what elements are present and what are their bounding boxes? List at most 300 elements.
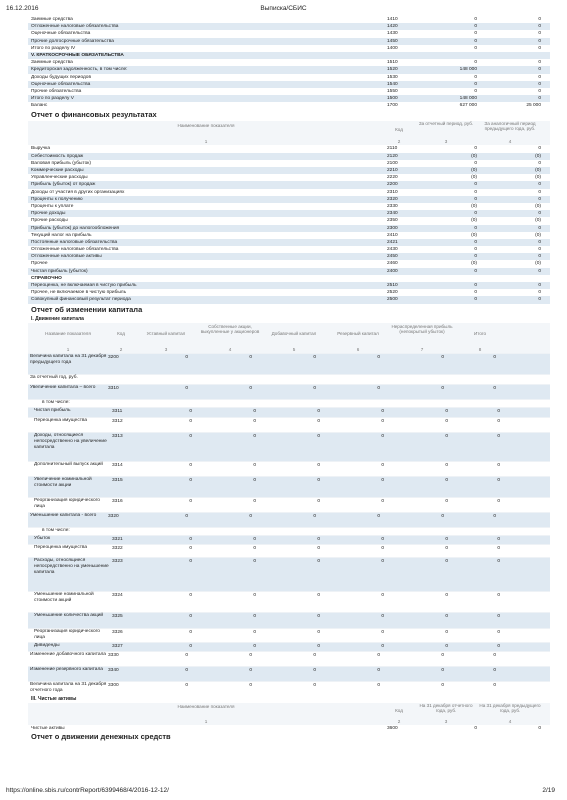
row-value: 0 — [445, 462, 448, 468]
row-value-previous: 0 — [538, 290, 541, 296]
capital-col-header: Название показателя — [45, 330, 91, 336]
row-label: Проценты к получению — [31, 196, 83, 202]
row-code: 3327 — [112, 643, 123, 649]
row-value: 0 — [189, 592, 192, 598]
col-name-header: Наименование показателя — [177, 703, 235, 709]
row-value: 0 — [317, 536, 320, 542]
row-code: 3320 — [108, 513, 119, 519]
row-value: 0 — [249, 667, 252, 673]
row-value-current: (0) — [471, 168, 477, 173]
row-value-current: 0 — [474, 254, 477, 260]
col-code-header: Код — [395, 127, 403, 133]
row-value-previous: 0 — [538, 225, 541, 231]
row-code: 2400 — [387, 268, 398, 274]
row-code: 3326 — [112, 629, 123, 635]
row-value-current: 0 — [474, 24, 477, 30]
col-num: 6 — [356, 346, 360, 352]
row-label: Прочие расходы — [31, 218, 68, 224]
row-value: 0 — [317, 408, 320, 414]
row-value: 0 — [493, 652, 496, 658]
row-label: Прочие обязательства — [31, 88, 82, 94]
row-value: 0 — [445, 498, 448, 504]
row-value: 0 — [253, 643, 256, 649]
row-label: Изменение добавочного капитала — [30, 651, 106, 657]
row-value — [390, 375, 454, 384]
row-code: 2310 — [387, 189, 398, 195]
row-label: Изменение резервного капитала — [30, 666, 103, 672]
table-row — [28, 160, 550, 167]
row-label: Проценты к уплате — [31, 203, 74, 209]
row-label: Прибыль (убыток) от продаж — [31, 182, 96, 188]
row-code: 2300 — [387, 225, 398, 231]
row-value-current: 0 — [474, 45, 477, 51]
row-code: 3324 — [112, 592, 123, 598]
row-code: 2520 — [387, 290, 398, 296]
capital-col-header: Резервный капитал — [337, 330, 379, 336]
row-value-previous: 0 — [538, 96, 541, 102]
row-value: 0 — [253, 558, 256, 564]
row-code: 3330 — [108, 652, 119, 658]
row-value-current: 0 — [474, 225, 477, 231]
row-value-previous: 0 — [538, 725, 541, 731]
row-code: 1550 — [387, 88, 398, 94]
row-code: 1520 — [387, 67, 398, 73]
row-code: 2460 — [387, 261, 398, 267]
row-value: 0 — [445, 613, 448, 619]
col-num: 4 — [508, 139, 512, 145]
row-code: 1430 — [387, 31, 398, 37]
col-num: 3 — [444, 718, 448, 724]
report-content — [28, 16, 550, 742]
row-value — [262, 375, 326, 384]
row-value: 0 — [441, 652, 444, 658]
row-code: 3600 — [387, 725, 398, 731]
row-value: 0 — [381, 536, 384, 542]
net-assets-subtitle: III. Чистые активы — [31, 695, 77, 702]
row-value: 0 — [189, 418, 192, 424]
row-code: 3316 — [112, 498, 123, 504]
row-value-previous: 0 — [538, 239, 541, 245]
row-value: 0 — [249, 354, 252, 360]
row-value-previous: 0 — [538, 17, 541, 22]
row-value: 0 — [253, 462, 256, 468]
net-assets-header — [28, 703, 550, 719]
row-value: 0 — [253, 629, 256, 635]
row-value-current: 0 — [474, 211, 477, 217]
col-num: 2 — [397, 139, 401, 145]
row-value-current: 0 — [474, 17, 477, 22]
row-code: 1540 — [387, 81, 398, 87]
row-value: 0 — [185, 513, 188, 519]
row-label: Выручка — [31, 146, 51, 152]
row-label: Уменьшение количества акций — [34, 612, 104, 618]
row-value-previous: 0 — [538, 283, 541, 288]
row-label: Доходы будущих периодов — [31, 74, 92, 80]
row-code: 3322 — [112, 545, 123, 551]
row-label: Отложенные налоговые обязательства — [31, 247, 119, 253]
row-value-current: 0 — [474, 88, 477, 94]
row-value: 0 — [497, 433, 500, 439]
row-value-previous: 0 — [538, 45, 541, 51]
row-value: 0 — [381, 545, 384, 551]
row-value-current: 0 — [474, 247, 477, 253]
row-code: 2100 — [387, 160, 398, 166]
row-value: 0 — [497, 629, 500, 635]
row-label: Прочие долгосрочные обязательства — [31, 38, 114, 44]
row-label: Доходы от участия в других организациях — [31, 189, 125, 195]
row-value: 0 — [381, 592, 384, 598]
row-value-previous: (0) — [535, 175, 541, 181]
row-value-previous: (0) — [535, 168, 541, 173]
row-value: 0 — [445, 558, 448, 564]
row-value: 0 — [317, 558, 320, 564]
row-label: Увеличение номинальной стоимости акции — [34, 476, 92, 488]
table-row — [28, 181, 550, 188]
capital-row — [28, 374, 550, 384]
table-row — [28, 167, 550, 174]
row-value: 0 — [497, 462, 500, 468]
row-code: 3325 — [112, 613, 123, 619]
row-value: 0 — [253, 545, 256, 551]
row-value — [134, 375, 198, 384]
capital-row — [28, 527, 550, 535]
net-assets-row — [28, 725, 550, 732]
table-row — [28, 225, 550, 232]
row-value-previous: (0) — [535, 232, 541, 238]
row-label: Отложенные налоговые обязательства — [31, 24, 119, 30]
capital-col-header: Добавочный капитал — [271, 330, 317, 336]
row-value: 0 — [441, 385, 444, 391]
row-value: 0 — [189, 498, 192, 504]
row-value-current: (0) — [471, 153, 477, 159]
table-row — [28, 23, 550, 30]
capital-row — [28, 612, 550, 628]
col-current-header: На 31 декабря отчетного года, руб. — [419, 702, 473, 713]
row-value: 0 — [381, 498, 384, 504]
row-value-current: 0 — [474, 182, 477, 188]
row-value: 0 — [377, 354, 380, 360]
row-value — [326, 375, 390, 384]
row-value-current: 0 — [474, 290, 477, 296]
row-value: 0 — [493, 385, 496, 391]
row-label: V. КРАТКОСРОЧНЫЕ ОБЯЗАТЕЛЬСТВА — [31, 52, 124, 58]
row-value: 0 — [497, 477, 500, 483]
row-label: За отчетный год, руб. — [30, 374, 78, 380]
row-value: 0 — [497, 418, 500, 424]
table-row — [28, 88, 550, 95]
table-row — [28, 203, 550, 210]
row-label: Кредиторская задолженность, в том числе: — [31, 67, 128, 73]
row-label: Доходы, относящиеся непосредственно на увеличение капитала — [34, 432, 107, 450]
row-value: 0 — [441, 667, 444, 673]
row-value — [402, 528, 466, 535]
row-label: Переоценка имущества — [34, 417, 88, 423]
row-value-previous: 0 — [538, 254, 541, 260]
fin-results-table — [28, 145, 550, 303]
row-code — [387, 275, 417, 282]
table-row — [28, 38, 550, 45]
col-num: 2 — [397, 718, 401, 724]
fin-results-title: Отчет о финансовых результатах — [31, 110, 157, 120]
cash-flow-title: Отчет о движении денежных средств — [31, 731, 171, 741]
row-value-previous: 0 — [538, 60, 541, 66]
row-label: Величина капитала на 31 декабря отчетного года — [30, 681, 107, 693]
table-row — [28, 253, 550, 260]
table-row — [28, 30, 550, 37]
col-num: 8 — [478, 346, 482, 352]
row-value-current — [417, 275, 481, 282]
row-value-current: 0 — [474, 297, 477, 303]
row-value: 0 — [317, 613, 320, 619]
row-value: 0 — [497, 643, 500, 649]
capital-col-header: Собственные акции, выкупленные у акционеров — [200, 323, 260, 334]
row-code: 3310 — [108, 385, 119, 391]
row-value: 0 — [381, 433, 384, 439]
table-row — [28, 174, 550, 181]
table-row — [28, 210, 550, 217]
row-code: 1420 — [387, 24, 398, 30]
print-date: 16.12.2016 — [6, 5, 39, 12]
row-label: Оценочные обязательства — [31, 81, 91, 87]
table-row — [28, 268, 550, 275]
row-label: Совокупный финансовый результат периода — [31, 297, 131, 303]
col-num: 3 — [164, 346, 168, 352]
row-code: 1510 — [387, 60, 398, 66]
row-value: 0 — [189, 536, 192, 542]
row-value-previous: (0) — [535, 153, 541, 159]
row-value-current: 0 — [474, 196, 477, 202]
row-code: 2220 — [387, 175, 398, 181]
row-value: 0 — [381, 408, 384, 414]
row-label: Коммерческие расходы — [31, 168, 84, 173]
row-label: Валовая прибыль (убыток) — [31, 160, 92, 166]
fin-results-header — [28, 121, 550, 139]
row-value — [274, 400, 338, 407]
row-label: Прочее, не включаемое в чистую прибыль — [31, 290, 127, 296]
col-num: 3 — [444, 139, 448, 145]
row-value: 0 — [253, 477, 256, 483]
row-value-current: 148 000 — [459, 67, 477, 73]
row-value-previous: 0 — [538, 160, 541, 166]
row-label: Дополнительный выпуск акций — [34, 461, 103, 467]
row-value: 0 — [317, 418, 320, 424]
row-value — [198, 375, 262, 384]
row-value: 0 — [493, 513, 496, 519]
row-code: 3311 — [112, 408, 123, 414]
row-label: Чистые активы — [31, 725, 65, 731]
row-value-previous: 0 — [538, 24, 541, 30]
table-row — [28, 232, 550, 239]
row-value: 0 — [189, 558, 192, 564]
row-value: 0 — [445, 643, 448, 649]
row-value-current: 0 — [474, 268, 477, 274]
col-previous-header: За аналогичный период предыдущего года, руб. — [484, 121, 536, 132]
row-label: Итого по разделу V — [31, 96, 74, 102]
row-code: 1700 — [387, 103, 398, 109]
row-value — [210, 528, 274, 535]
row-code: 2410 — [387, 232, 398, 238]
row-label: Уменьшение капитала - всего — [30, 512, 97, 518]
row-value: 0 — [381, 613, 384, 619]
row-value: 0 — [441, 682, 444, 688]
row-value: 0 — [381, 558, 384, 564]
row-value-current: 0 — [474, 725, 477, 731]
row-value: 0 — [313, 513, 316, 519]
row-label: Уменьшение номинальной стоимости акций — [34, 591, 94, 603]
row-value-previous: 0 — [538, 88, 541, 94]
row-value-previous: 0 — [538, 247, 541, 253]
row-label: Увеличение капитала – всего — [30, 384, 96, 390]
table-row — [28, 217, 550, 224]
row-value — [210, 400, 274, 407]
capital-row — [28, 399, 550, 407]
row-value: 0 — [189, 477, 192, 483]
row-value: 0 — [493, 682, 496, 688]
row-code — [387, 52, 417, 59]
row-value: 0 — [381, 462, 384, 468]
row-code: 2200 — [387, 182, 398, 188]
row-value: 0 — [253, 433, 256, 439]
row-value: 0 — [189, 613, 192, 619]
row-value: 0 — [377, 652, 380, 658]
row-value: 0 — [497, 498, 500, 504]
row-value — [146, 528, 210, 535]
row-value: 0 — [313, 652, 316, 658]
row-code: 2210 — [387, 168, 398, 173]
row-value: 0 — [189, 408, 192, 414]
row-value — [146, 400, 210, 407]
row-code: 2510 — [387, 283, 398, 288]
row-value: 0 — [249, 652, 252, 658]
row-value-previous: 0 — [538, 182, 541, 188]
page-url[interactable]: https://online.sbis.ru/contrReport/6399468/4/2016-12-12/ — [6, 787, 169, 794]
row-label: Итого по разделу IV — [31, 45, 76, 51]
row-value: 0 — [493, 354, 496, 360]
row-value-current: 0 — [474, 81, 477, 87]
capital-row — [28, 407, 550, 417]
capital-movement-subtitle: I. Движение капитала — [31, 315, 84, 322]
table-row — [28, 196, 550, 203]
table-row — [28, 52, 550, 59]
row-value: 0 — [317, 477, 320, 483]
row-value-current: 0 — [474, 283, 477, 288]
capital-col-header: Уставный капитал — [146, 330, 186, 336]
row-value: 0 — [313, 682, 316, 688]
capital-row — [28, 432, 550, 461]
capital-row — [28, 681, 550, 696]
row-value-previous: 0 — [538, 297, 541, 303]
row-value — [402, 400, 466, 407]
row-label: Себестоимость продаж — [31, 153, 84, 159]
table-row — [28, 246, 550, 253]
row-value-current: (0) — [471, 232, 477, 238]
row-value-previous: 0 — [538, 211, 541, 217]
row-code: 3340 — [108, 667, 119, 673]
row-value: 0 — [253, 592, 256, 598]
row-value: 0 — [441, 513, 444, 519]
row-code: 3200 — [108, 354, 119, 360]
row-label: Дивиденды — [34, 642, 60, 648]
row-value: 0 — [189, 643, 192, 649]
row-value-current: (0) — [471, 261, 477, 267]
row-label: Постоянные налоговые обязательства — [31, 239, 118, 245]
table-row — [28, 74, 550, 81]
row-value: 0 — [377, 682, 380, 688]
row-value-previous: 0 — [538, 196, 541, 202]
row-value-current: 0 — [474, 239, 477, 245]
row-value — [466, 400, 518, 407]
row-value-current: 0 — [474, 60, 477, 66]
row-value-current: 0 — [474, 160, 477, 166]
row-value: 0 — [317, 462, 320, 468]
row-value: 0 — [441, 354, 444, 360]
row-value-previous: 0 — [538, 74, 541, 80]
col-num: 1 — [66, 346, 70, 352]
row-value: 0 — [445, 477, 448, 483]
row-value: 0 — [317, 592, 320, 598]
row-code: 2330 — [387, 203, 398, 209]
row-value: 0 — [249, 682, 252, 688]
row-label: СПРАВОЧНО — [31, 275, 62, 281]
row-value: 0 — [445, 433, 448, 439]
row-value: 0 — [249, 513, 252, 519]
row-value: 0 — [189, 462, 192, 468]
row-label: Величина капитала на 31 декабря предыдущего года — [30, 353, 107, 365]
row-label: Переоценка имущества — [34, 544, 88, 550]
table-row — [28, 153, 550, 160]
row-code: 2500 — [387, 297, 398, 303]
row-label: Заемные средства — [31, 17, 73, 22]
row-code: 2320 — [387, 196, 398, 202]
row-label: Реорганизация юридического лица — [34, 497, 100, 509]
row-value: 0 — [253, 498, 256, 504]
row-label: в том числе: — [42, 399, 70, 405]
capital-table-colnums — [28, 347, 550, 353]
row-code — [120, 400, 146, 407]
row-value: 0 — [497, 408, 500, 414]
row-value: 0 — [189, 545, 192, 551]
balance-table — [28, 16, 550, 109]
row-value: 0 — [185, 354, 188, 360]
row-value — [274, 528, 338, 535]
capital-col-header: Нераспределенная прибыль (непокрытый убыток) — [391, 323, 453, 334]
col-code-header: Код — [395, 707, 403, 713]
col-num: 1 — [204, 139, 208, 145]
row-label: в том числе: — [42, 527, 70, 533]
row-value-previous: (0) — [535, 203, 541, 209]
capital-row — [28, 384, 550, 399]
row-value-previous: 0 — [538, 67, 541, 73]
row-value: 0 — [445, 545, 448, 551]
row-value: 0 — [253, 418, 256, 424]
row-value-current: 0 — [474, 146, 477, 152]
col-name-header: Наименование показателя — [177, 123, 235, 129]
row-code: 3321 — [112, 536, 123, 542]
row-code: 3312 — [112, 418, 123, 424]
row-label: Прибыль (убыток) до налогообложения — [31, 225, 120, 231]
capital-table — [28, 353, 550, 696]
table-row — [28, 59, 550, 66]
page-header-title: Выписка/СБИС — [260, 5, 307, 12]
row-value-current: 0 — [474, 189, 477, 195]
row-value-current: 627 000 — [459, 103, 477, 109]
table-row — [28, 81, 550, 88]
row-value: 0 — [445, 536, 448, 542]
row-value — [454, 375, 506, 384]
row-label: Текущий налог на прибыль — [31, 232, 92, 238]
capital-row — [28, 557, 550, 591]
row-value: 0 — [445, 408, 448, 414]
